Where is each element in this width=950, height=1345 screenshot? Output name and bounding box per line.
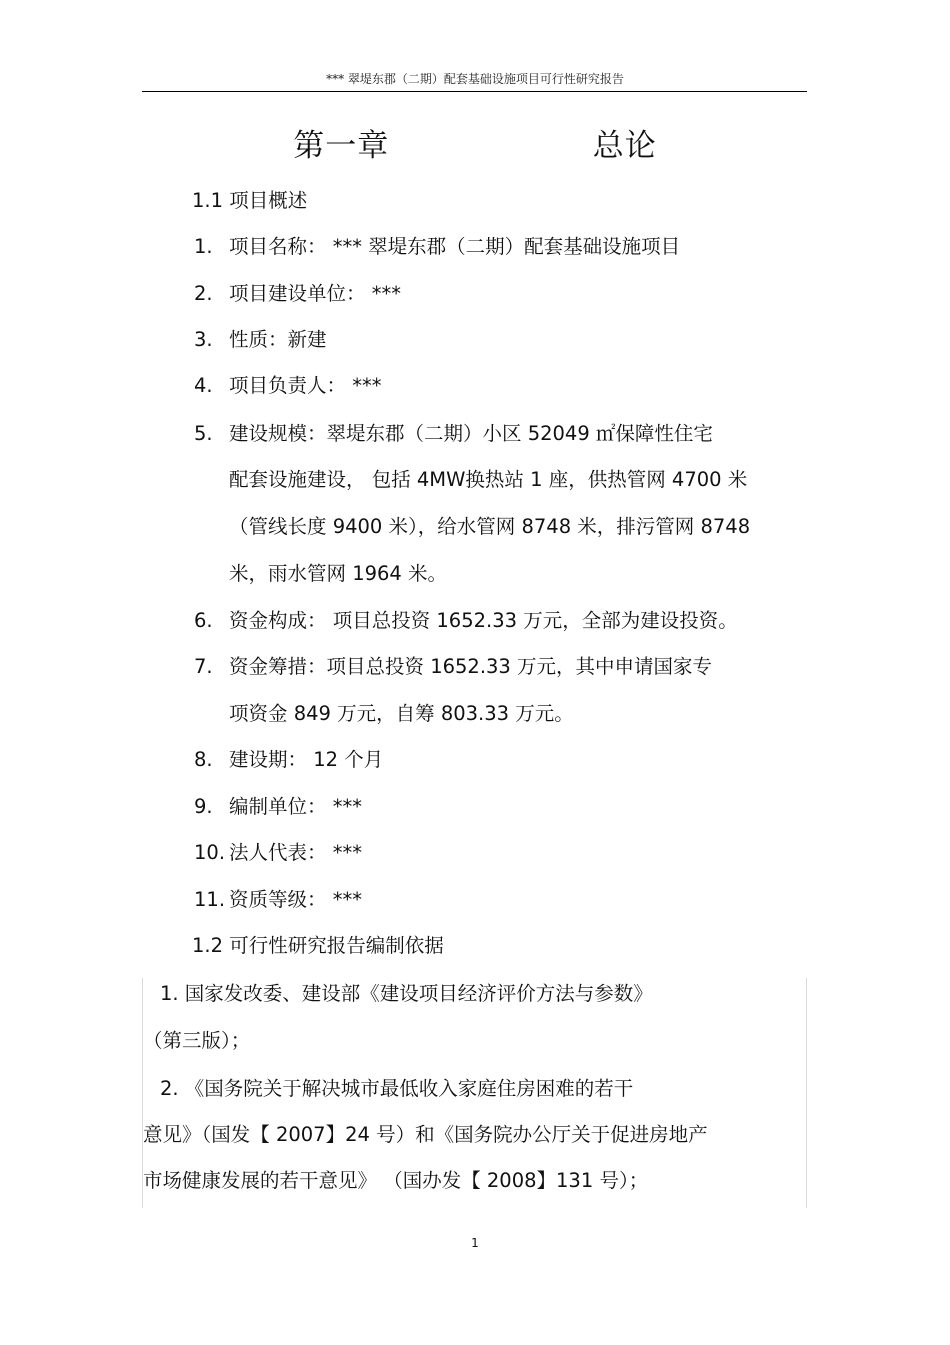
item-number: 8. bbox=[194, 748, 213, 771]
item-funding-structure: 资金构成： 项目总投资 1652.33 万元，全部为建设投资。 bbox=[229, 609, 738, 632]
basis-paragraph-2-line-2: 意见》（国发【 2007】24 号）和《国务院办公厅关于促进房地产 bbox=[143, 1123, 708, 1146]
item-scale-line-3: （管线长度 9400 米），给水管网 8748 米，排污管网 8748 bbox=[229, 515, 751, 538]
page-number: 1 bbox=[471, 1236, 479, 1250]
item-number: 10. bbox=[194, 841, 226, 864]
item-scale-line-1: 建设规模：翠堤东郡（二期）小区 52049 ㎡保障性住宅 bbox=[229, 422, 713, 445]
basis-paragraph-1-line-1: 1. 国家发改委、建设部《建设项目经济评价方法与参数》 bbox=[160, 982, 653, 1005]
item-number: 1. bbox=[194, 235, 213, 258]
basis-paragraph-1-line-2: （第三版）； bbox=[143, 1029, 251, 1052]
item-legal-representative: 法人代表： *** bbox=[229, 841, 362, 864]
section-heading-1-1: 1.1 项目概述 bbox=[192, 189, 308, 212]
item-number: 11. bbox=[194, 888, 226, 911]
text-frame-right-rule bbox=[806, 978, 807, 1208]
header-rule bbox=[142, 91, 807, 92]
item-fund-raising-line-1: 资金筹措：项目总投资 1652.33 万元，其中申请国家专 bbox=[229, 655, 713, 678]
item-number: 6. bbox=[194, 609, 213, 632]
item-number: 7. bbox=[194, 655, 213, 678]
item-number: 5. bbox=[194, 422, 213, 445]
running-header: *** 翠堤东郡（二期）配套基础设施项目可行性研究报告 bbox=[326, 72, 624, 86]
item-fund-raising-line-2: 项资金 849 万元，自筹 803.33 万元。 bbox=[229, 702, 574, 725]
section-heading-1-2: 1.2 可行性研究报告编制依据 bbox=[192, 934, 444, 957]
item-project-name: 项目名称： *** 翠堤东郡（二期）配套基础设施项目 bbox=[229, 235, 681, 258]
item-number: 4. bbox=[194, 374, 213, 397]
item-scale-line-2: 配套设施建设， 包括 4MW换热站 1 座，供热管网 4700 米 bbox=[229, 468, 748, 491]
basis-paragraph-2-line-3: 市场健康发展的若干意见》 （国办发【 2008】131 号）； bbox=[143, 1169, 649, 1192]
item-construction-period: 建设期： 12 个月 bbox=[229, 748, 384, 771]
item-qualification-grade: 资质等级： *** bbox=[229, 888, 362, 911]
chapter-title: 第一章 总论 bbox=[293, 128, 657, 164]
item-project-leader: 项目负责人： *** bbox=[229, 374, 382, 397]
item-nature: 性质：新建 bbox=[229, 328, 327, 351]
item-number: 2. bbox=[194, 282, 213, 305]
item-number: 3. bbox=[194, 328, 213, 351]
item-scale-line-4: 米，雨水管网 1964 米。 bbox=[229, 562, 448, 585]
item-compiling-unit: 编制单位： *** bbox=[229, 795, 362, 818]
basis-paragraph-2-line-1: 2. 《国务院关于解决城市最低收入家庭住房困难的若干 bbox=[160, 1077, 634, 1100]
item-number: 9. bbox=[194, 795, 213, 818]
item-construction-unit: 项目建设单位： *** bbox=[229, 282, 401, 305]
